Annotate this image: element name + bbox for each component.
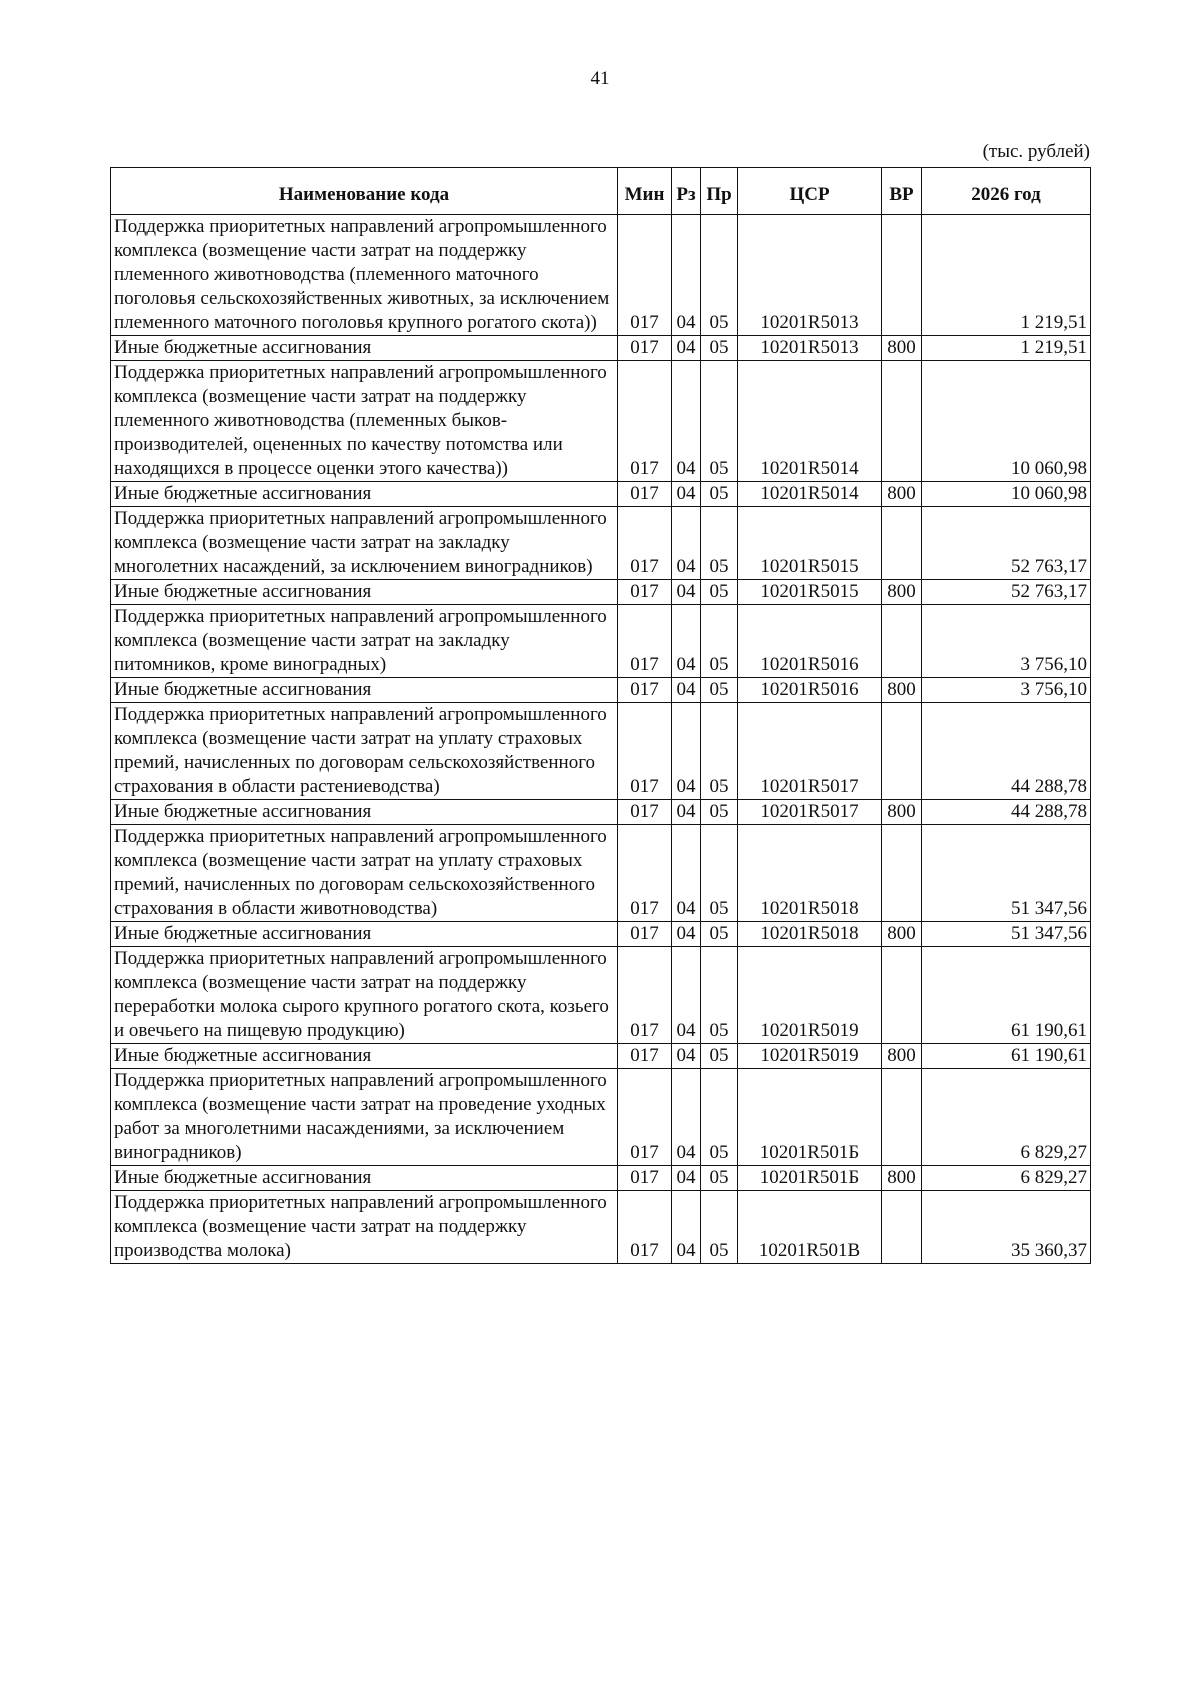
row-vr-cell: 800	[882, 922, 922, 947]
row-vr-cell	[882, 507, 922, 580]
row-amount-cell: 52 763,17	[922, 507, 1091, 580]
table-row	[111, 215, 1091, 336]
row-csr-cell: 10201R5014	[738, 482, 882, 507]
row-vr-cell: 800	[882, 482, 922, 507]
row-amount-cell: 10 060,98	[922, 482, 1091, 507]
row-csr-cell: 10201R5016	[738, 678, 882, 703]
row-vr-cell	[882, 947, 922, 1044]
header-vr: ВР	[882, 168, 922, 215]
table-row	[111, 1166, 1091, 1191]
row-rz-cell: 04	[672, 825, 701, 922]
row-amount-cell: 3 756,10	[922, 678, 1091, 703]
row-name-cell: Поддержка приоритетных направлений агропромышленного комплекса (возмещение части затрат на закладку питомников, кроме виноградных)	[111, 605, 618, 678]
row-csr-cell: 10201R501В	[738, 1191, 882, 1264]
row-min-cell: 017	[618, 800, 672, 825]
row-name-cell: Иные бюджетные ассигнования	[111, 800, 618, 825]
row-pr-cell: 05	[701, 482, 738, 507]
row-vr-cell	[882, 703, 922, 800]
row-min-cell: 017	[618, 1069, 672, 1166]
row-vr-cell: 800	[882, 800, 922, 825]
header-rz: Рз	[672, 168, 701, 215]
row-amount-cell: 51 347,56	[922, 922, 1091, 947]
row-pr-cell: 05	[701, 605, 738, 678]
row-name-cell: Поддержка приоритетных направлений агропромышленного комплекса (возмещение части затрат на уплату страховых премий, начисленных по договорам сельскохозяйственного страхования в области животноводства)	[111, 825, 618, 922]
row-csr-cell: 10201R5018	[738, 922, 882, 947]
table-row	[111, 482, 1091, 507]
row-amount-cell: 44 288,78	[922, 703, 1091, 800]
row-pr-cell: 05	[701, 1044, 738, 1069]
table-row	[111, 800, 1091, 825]
table-row	[111, 361, 1091, 482]
page-number: 41	[590, 68, 610, 89]
row-vr-cell	[882, 1069, 922, 1166]
row-name-cell: Поддержка приоритетных направлений агропромышленного комплекса (возмещение части затрат на поддержку производства молока)	[111, 1191, 618, 1264]
row-min-cell: 017	[618, 507, 672, 580]
row-min-cell: 017	[618, 1191, 672, 1264]
row-rz-cell: 04	[672, 215, 701, 336]
row-amount-cell: 35 360,37	[922, 1191, 1091, 1264]
table-row	[111, 947, 1091, 1044]
row-pr-cell: 05	[701, 361, 738, 482]
row-pr-cell: 05	[701, 1069, 738, 1166]
row-min-cell: 017	[618, 605, 672, 678]
row-min-cell: 017	[618, 922, 672, 947]
row-pr-cell: 05	[701, 336, 738, 361]
table-row	[111, 1191, 1091, 1264]
row-amount-cell: 52 763,17	[922, 580, 1091, 605]
row-name-cell: Поддержка приоритетных направлений агропромышленного комплекса (возмещение части затрат на закладку многолетних насаждений, за исключением виноградников)	[111, 507, 618, 580]
row-vr-cell	[882, 605, 922, 678]
table-row	[111, 336, 1091, 361]
row-rz-cell: 04	[672, 678, 701, 703]
table-row	[111, 507, 1091, 580]
row-rz-cell: 04	[672, 703, 701, 800]
row-name-cell: Поддержка приоритетных направлений агропромышленного комплекса (возмещение части затрат на поддержку племенного животноводства (племенных быков-производителей, оцененных по качеству потомства или находящихся в процессе оценки этого качества))	[111, 361, 618, 482]
row-name-cell: Иные бюджетные ассигнования	[111, 922, 618, 947]
row-csr-cell: 10201R5015	[738, 580, 882, 605]
row-rz-cell: 04	[672, 947, 701, 1044]
row-csr-cell: 10201R5017	[738, 800, 882, 825]
header-csr: ЦСР	[738, 168, 882, 215]
table-row	[111, 703, 1091, 800]
row-pr-cell: 05	[701, 947, 738, 1044]
row-amount-cell: 3 756,10	[922, 605, 1091, 678]
row-vr-cell: 800	[882, 336, 922, 361]
row-min-cell: 017	[618, 580, 672, 605]
row-pr-cell: 05	[701, 215, 738, 336]
row-csr-cell: 10201R5017	[738, 703, 882, 800]
row-min-cell: 017	[618, 947, 672, 1044]
row-rz-cell: 04	[672, 922, 701, 947]
row-pr-cell: 05	[701, 825, 738, 922]
row-csr-cell: 10201R5015	[738, 507, 882, 580]
header-min: Мин	[618, 168, 672, 215]
row-name-cell: Иные бюджетные ассигнования	[111, 1166, 618, 1191]
table-row	[111, 922, 1091, 947]
header-name: Наименование кода	[111, 168, 618, 215]
row-vr-cell	[882, 361, 922, 482]
row-vr-cell: 800	[882, 678, 922, 703]
row-min-cell: 017	[618, 215, 672, 336]
row-rz-cell: 04	[672, 507, 701, 580]
row-amount-cell: 61 190,61	[922, 1044, 1091, 1069]
units-label: (тыс. рублей)	[982, 141, 1090, 162]
row-csr-cell: 10201R5013	[738, 336, 882, 361]
table-body	[111, 215, 1091, 1264]
row-pr-cell: 05	[701, 800, 738, 825]
row-name-cell: Поддержка приоритетных направлений агропромышленного комплекса (возмещение части затрат на уплату страховых премий, начисленных по договорам сельскохозяйственного страхования в области растениеводства)	[111, 703, 618, 800]
row-csr-cell: 10201R501Б	[738, 1069, 882, 1166]
budget-table	[110, 167, 1091, 1264]
row-amount-cell: 6 829,27	[922, 1166, 1091, 1191]
row-rz-cell: 04	[672, 482, 701, 507]
row-rz-cell: 04	[672, 1191, 701, 1264]
row-min-cell: 017	[618, 678, 672, 703]
row-name-cell: Иные бюджетные ассигнования	[111, 1044, 618, 1069]
row-csr-cell: 10201R5018	[738, 825, 882, 922]
table-row	[111, 605, 1091, 678]
row-min-cell: 017	[618, 825, 672, 922]
row-pr-cell: 05	[701, 507, 738, 580]
row-amount-cell: 61 190,61	[922, 947, 1091, 1044]
row-amount-cell: 10 060,98	[922, 361, 1091, 482]
row-name-cell: Иные бюджетные ассигнования	[111, 678, 618, 703]
row-rz-cell: 04	[672, 580, 701, 605]
row-csr-cell: 10201R5014	[738, 361, 882, 482]
table-row	[111, 1044, 1091, 1069]
row-name-cell: Иные бюджетные ассигнования	[111, 482, 618, 507]
row-csr-cell: 10201R5016	[738, 605, 882, 678]
row-csr-cell: 10201R5019	[738, 1044, 882, 1069]
row-min-cell: 017	[618, 1044, 672, 1069]
row-pr-cell: 05	[701, 1191, 738, 1264]
row-vr-cell: 800	[882, 1166, 922, 1191]
row-rz-cell: 04	[672, 605, 701, 678]
table-row	[111, 580, 1091, 605]
row-pr-cell: 05	[701, 678, 738, 703]
header-amount: 2026 год	[922, 168, 1091, 215]
row-rz-cell: 04	[672, 1069, 701, 1166]
table-row	[111, 678, 1091, 703]
row-rz-cell: 04	[672, 361, 701, 482]
header-pr: Пр	[701, 168, 738, 215]
row-amount-cell: 1 219,51	[922, 336, 1091, 361]
row-min-cell: 017	[618, 1166, 672, 1191]
row-name-cell: Поддержка приоритетных направлений агропромышленного комплекса (возмещение части затрат на поддержку переработки молока сырого крупного рогатого скота, козьего и овечьего на пищевую продукцию)	[111, 947, 618, 1044]
row-rz-cell: 04	[672, 800, 701, 825]
table-row	[111, 1069, 1091, 1166]
row-name-cell: Иные бюджетные ассигнования	[111, 580, 618, 605]
table-row	[111, 825, 1091, 922]
row-rz-cell: 04	[672, 336, 701, 361]
row-amount-cell: 44 288,78	[922, 800, 1091, 825]
row-vr-cell: 800	[882, 580, 922, 605]
row-pr-cell: 05	[701, 703, 738, 800]
row-csr-cell: 10201R5019	[738, 947, 882, 1044]
row-pr-cell: 05	[701, 922, 738, 947]
row-pr-cell: 05	[701, 1166, 738, 1191]
row-name-cell: Поддержка приоритетных направлений агропромышленного комплекса (возмещение части затрат на проведение уходных работ за многолетними насаждениями, за исключением виноградников)	[111, 1069, 618, 1166]
row-min-cell: 017	[618, 336, 672, 361]
row-amount-cell: 1 219,51	[922, 215, 1091, 336]
row-name-cell: Поддержка приоритетных направлений агропромышленного комплекса (возмещение части затрат на поддержку племенного животноводства (племенного маточного поголовья сельскохозяйственных животных, за исключением племенного маточного поголовья крупного рогатого скота))	[111, 215, 618, 336]
row-min-cell: 017	[618, 361, 672, 482]
row-name-cell: Иные бюджетные ассигнования	[111, 336, 618, 361]
row-rz-cell: 04	[672, 1044, 701, 1069]
table-header-row	[111, 168, 1091, 215]
row-rz-cell: 04	[672, 1166, 701, 1191]
row-amount-cell: 6 829,27	[922, 1069, 1091, 1166]
row-vr-cell	[882, 1191, 922, 1264]
row-amount-cell: 51 347,56	[922, 825, 1091, 922]
row-pr-cell: 05	[701, 580, 738, 605]
row-vr-cell: 800	[882, 1044, 922, 1069]
row-vr-cell	[882, 825, 922, 922]
row-min-cell: 017	[618, 703, 672, 800]
row-vr-cell	[882, 215, 922, 336]
row-csr-cell: 10201R501Б	[738, 1166, 882, 1191]
row-csr-cell: 10201R5013	[738, 215, 882, 336]
row-min-cell: 017	[618, 482, 672, 507]
